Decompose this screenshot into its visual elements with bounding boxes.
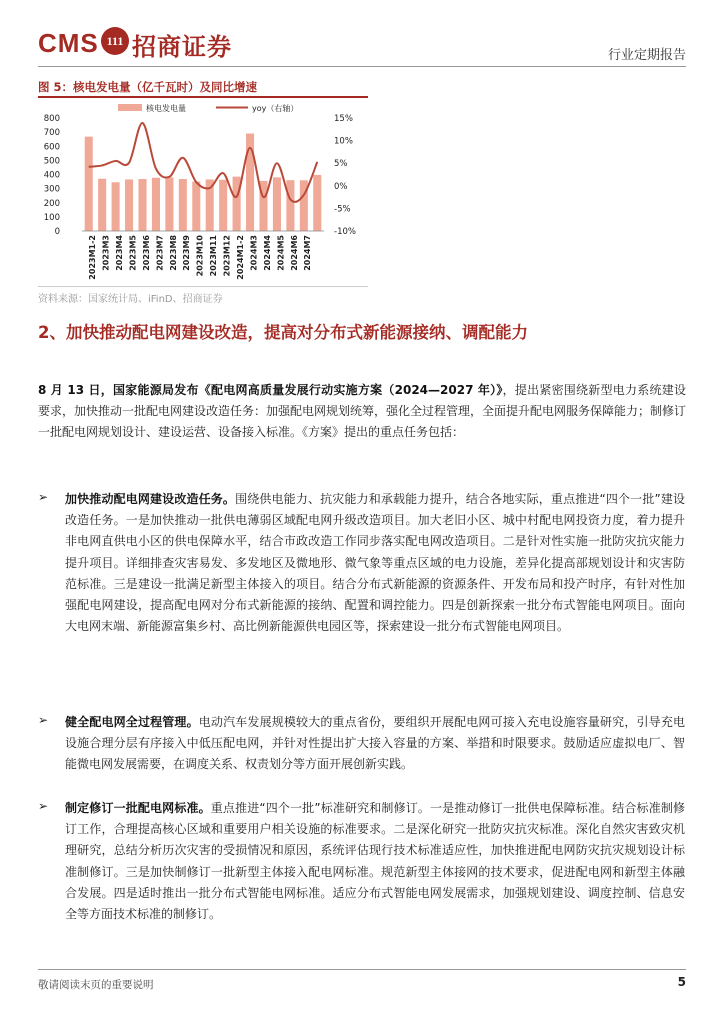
bullet-arrow-icon: ➢ bbox=[38, 490, 49, 504]
bullet-body: 电动汽车发展规模较大的重点省份，要组织开展配电网可接入充电设施容量研究，引导充电设施合理分层有序接入中低压配电网，并针对性提出扩大接入容量的方案、举措和时限要求。鼓励适应虚拟电厂、智能微电网发展需要，在调度关系、权责划分等方面开展创新实践。 bbox=[65, 715, 685, 772]
brand-logo-text: CMS bbox=[38, 28, 99, 58]
brand-emblem-icon bbox=[101, 27, 129, 55]
left-axis-tick: 500 bbox=[43, 156, 60, 167]
legend-bar-label: 核电发电量 bbox=[146, 104, 186, 113]
x-axis-label: 2023M4 bbox=[114, 235, 124, 271]
x-axis-labels bbox=[88, 235, 312, 280]
x-axis-label: 2023M8 bbox=[168, 235, 178, 271]
left-axis-tick: 200 bbox=[43, 198, 60, 209]
bullet-body: 围绕供电能力、抗灾能力和承载能力提升，结合各地实际，重点推进“四个一批”建设改造任务。一是加快推动一批供电薄弱区域配电网升级改造项目。加大老旧小区、城中村配电网投资力度，着力提升非电网直供电小区的供电保障水平，结合市政改造工作同步落实配电网改造项目。二是针对性实施一批防灾抗灾能力提升项目。详细排查灾害易发、多发地区及微地形、微气象等重点区域的电力设施，差异化提高部规划设计和灾害防范标准。三是建设一批满足新型主体接入的项目。结合分布式新能源的资源条件、开发布局和投产时序，有针对性加强配电网建设，提高配电网对分布式新能源的接纳、配置和调控能力。四是创新探索一批分布式智能电网项目。面向大电网末端、新能源富集乡村、高比例新能源供电园区等，探索建设一批分布式智能电网项目。 bbox=[65, 492, 685, 634]
yoy-line bbox=[89, 123, 318, 202]
bar bbox=[152, 178, 160, 231]
intro-paragraph bbox=[38, 380, 686, 444]
bullet-title: 加快推动配电网建设改造任务。 bbox=[65, 492, 236, 506]
nuclear-power-chart bbox=[38, 100, 368, 286]
bullet-title: 制定修订一批配电网标准。 bbox=[65, 801, 211, 815]
bar bbox=[112, 182, 120, 231]
report-type: 行业定期报告 bbox=[607, 48, 686, 63]
left-axis-tick: 100 bbox=[43, 212, 60, 223]
bar bbox=[179, 179, 187, 231]
bar bbox=[219, 180, 227, 231]
chart-legend bbox=[118, 103, 298, 113]
left-axis-tick: 700 bbox=[43, 128, 60, 139]
bar bbox=[313, 175, 321, 231]
bullet-arrow-icon: ➢ bbox=[38, 713, 49, 727]
line-series bbox=[89, 123, 318, 202]
right-axis bbox=[334, 114, 356, 237]
x-axis-label: 2023M6 bbox=[141, 235, 151, 271]
page-number: 5 bbox=[677, 975, 686, 989]
x-axis-label: 2024M3 bbox=[249, 235, 259, 271]
figure-title: 图 5：核电发电量（亿千瓦时）及同比增速 bbox=[38, 80, 258, 94]
bar bbox=[98, 179, 106, 231]
x-axis-label: 2023M11 bbox=[209, 235, 219, 277]
right-axis-tick: -5% bbox=[334, 204, 351, 215]
bar bbox=[85, 137, 93, 231]
right-axis-tick: 15% bbox=[334, 114, 353, 124]
intro-lead: 8 月 13 日，国家能源局发布《配电网高质量发展行动实施方案（2024—2027 年）》 bbox=[38, 383, 503, 397]
bar bbox=[138, 179, 146, 231]
bullet-arrow-icon: ➢ bbox=[38, 799, 49, 813]
bar bbox=[286, 180, 294, 231]
bullet-title: 健全配电网全过程管理。 bbox=[65, 715, 199, 729]
x-axis-label: 2023M12 bbox=[222, 235, 232, 277]
figure-title-underline bbox=[38, 96, 368, 98]
section-title: 2、加快推动配电网建设改造，提高对分布式新能源接纳、调配能力 bbox=[38, 323, 528, 342]
figure-source: 资料来源：国家统计局、iFinD、招商证券 bbox=[38, 294, 223, 305]
left-axis bbox=[44, 114, 60, 237]
left-axis-tick: 800 bbox=[43, 114, 60, 124]
footer-divider bbox=[38, 969, 686, 970]
brand-name: 招商证券 bbox=[132, 33, 232, 61]
right-axis-tick: -10% bbox=[334, 227, 356, 237]
legend-line-label: yoy（右轴） bbox=[252, 104, 299, 113]
x-axis-label: 2023M7 bbox=[155, 235, 165, 271]
x-axis-label: 2023M1-2 bbox=[88, 235, 98, 280]
x-axis-label: 2024M1-2 bbox=[235, 235, 245, 280]
bullet-item bbox=[65, 798, 685, 925]
header-divider bbox=[38, 66, 686, 67]
x-axis-label: 2024M4 bbox=[262, 235, 272, 271]
right-axis-tick: 10% bbox=[334, 136, 353, 147]
bullet-body: 重点推进“四个一批”标准研究和制修订。一是推动修订一批供电保障标准。结合标准制修订工作，合理提高核心区域和重要用户相关设施的标准要求。二是深化研究一批防灾抗灾标准。深化自然灾害致灾机理研究，总结分析历次灾害的受损情况和原因，系统评估现行技术标准适应性，加快推进配电网防灾抗灾规划设计标准制修订。三是加快制修订一批新型主体接入配电网标准。规范新型主体接网的技术要求，促进配电网和新型主体融合发展。四是适时推出一批分布式智能电网标准。适应分布式智能电网发展需求，加强规划建设、调度控制、信息安全等方面技术标准的制修订。 bbox=[65, 801, 685, 922]
x-axis-label: 2023M5 bbox=[128, 235, 138, 271]
right-axis-tick: 0% bbox=[334, 181, 348, 192]
legend-bar-swatch bbox=[118, 104, 142, 111]
left-axis-tick: 400 bbox=[43, 170, 60, 181]
bar bbox=[165, 177, 173, 231]
x-axis-label: 2024M7 bbox=[303, 235, 313, 271]
bar-series bbox=[82, 134, 324, 231]
bullet-item bbox=[65, 489, 685, 637]
x-axis-label: 2024M5 bbox=[276, 235, 286, 271]
left-axis-tick: 300 bbox=[43, 184, 60, 195]
right-axis-tick: 5% bbox=[334, 159, 348, 170]
x-axis-label: 2024M6 bbox=[289, 235, 299, 271]
brand-emblem-text: 111 bbox=[106, 34, 124, 48]
left-axis-tick: 0 bbox=[54, 227, 60, 237]
intro-body: ，提出紧密围绕新型电力系统建设要求，加快推动一批配电网建设改造任务：加强配电网规划统筹，强化全过程管理，全面提升配电网服务保障能力；制修订一批配电网规划设计、建设运营、设备接入标准。《方案》提出的重点任务包括： bbox=[38, 383, 687, 440]
bar bbox=[273, 177, 281, 231]
left-axis-tick: 600 bbox=[43, 142, 60, 153]
x-axis-label: 2023M9 bbox=[182, 235, 192, 271]
x-axis-label: 2023M10 bbox=[195, 235, 205, 277]
bar bbox=[125, 179, 133, 231]
x-axis-label: 2023M3 bbox=[101, 235, 111, 271]
bar bbox=[192, 182, 200, 231]
bullet-item bbox=[65, 712, 685, 776]
footer-note: 敬请阅读末页的重要说明 bbox=[38, 979, 154, 991]
source-divider bbox=[38, 286, 368, 287]
